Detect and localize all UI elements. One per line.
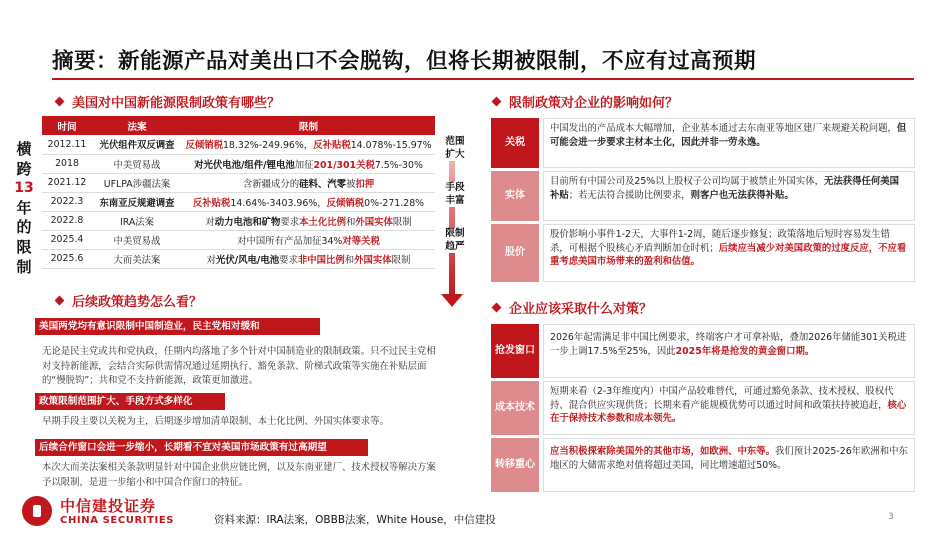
impact-label: 关税 — [491, 118, 539, 168]
text-run: 14.078%-15.97% — [350, 140, 432, 152]
trend-bar-2: 政策限制范围扩大、手段方式多样化 — [35, 393, 225, 410]
side-label-char: 限 — [16, 237, 32, 256]
policy-time: 2021.12 — [42, 173, 92, 192]
side-label-char: 制 — [16, 257, 32, 276]
section-heading-text: 企业应该采取什么对策？ — [509, 302, 653, 317]
text-run: 18.32%-249.96%， — [222, 140, 314, 152]
trend-bar-3: 后续合作窗口会进一步缩小，长期看不宜对美国市场政策有过高期望 — [35, 439, 368, 456]
policy-limit — [182, 192, 435, 211]
section-heading-strategy — [493, 298, 652, 317]
side-label-char: 年 — [16, 198, 32, 217]
side-label-char: 横 — [16, 140, 32, 158]
side-label-char: 跨 — [16, 159, 32, 178]
policy-limit — [182, 249, 435, 268]
section-heading-text: 美国对中国新能源限制政策有哪些？ — [72, 96, 281, 111]
text-run: 无法获得任何美国补贴 — [550, 176, 899, 201]
impact-text — [543, 224, 915, 282]
arrow-label-strict: 限制 趋严 — [441, 228, 469, 253]
trend-text-1: 无论是民主党或共和党执政，任期内均落地了多个针对中国制造业的限制政策。只不过民主党相对支持新能源，会结合实际供需情况通过延期执行、豁免条款、阶梯式政策等实施在补贴层面的“慢脱钩”；共和党不支持新能源，政策更加激进。 — [42, 346, 436, 386]
policy-table-header — [42, 116, 435, 135]
policy-time: 2022.8 — [42, 211, 92, 230]
text-run: 反补贴税 — [313, 140, 351, 152]
text-run: 对等关税 — [342, 235, 380, 247]
text-run: 对中国所有产品加征34% — [237, 235, 343, 247]
text-run: 和 — [344, 254, 355, 266]
text-run: 短期来看（2-3年维度内）中国产品较难替代，可通过豁免条款、技术授权、股权代持、混合供应实现供货；长期来看产能规模优势可以通过时间和政策扶持被追赶， — [550, 386, 894, 411]
text-run: 本土化比例 — [299, 216, 346, 228]
text-run: 2026年起需满足非中国比例要求，终端客户才可拿补贴，叠加2026年储能301关税进一步上调17.5%至25%，因此 — [550, 332, 907, 357]
policy-row — [42, 211, 435, 230]
text-run: 要求 — [279, 254, 298, 266]
trend-text-2: 早期手段主要以关税为主，后期逐步增加清单限制、本土化比例、外国实体要求等。 — [42, 416, 389, 427]
section-heading-policies — [56, 92, 280, 111]
text-run: 应当积极探索除美国外的其他市场，如欧洲、中东等。 — [550, 446, 776, 457]
policy-row — [42, 249, 435, 268]
text-run: 光伏/风电/电池 — [215, 254, 280, 266]
policy-limit — [182, 154, 435, 173]
text-run: 和 — [346, 216, 356, 228]
text-run: 限制 — [391, 254, 411, 266]
impact-label: 实体 — [491, 171, 539, 221]
strategy-text — [543, 438, 915, 492]
header-time: 时间 — [42, 116, 92, 135]
impact-entity — [491, 171, 915, 221]
side-label-char: 的 — [16, 218, 32, 237]
text-run: 要求 — [280, 216, 300, 228]
side-label-13-years — [12, 140, 36, 277]
side-label-char: 13 — [14, 180, 34, 197]
policy-row — [42, 230, 435, 249]
strategy-cost-tech — [491, 381, 915, 435]
policy-table — [42, 116, 435, 269]
text-run: ；若无法符合援助比例要求， — [568, 189, 691, 201]
policy-limit — [182, 135, 435, 154]
strategy-shift — [491, 438, 915, 492]
text-run: 反倾销税 — [326, 197, 365, 209]
text-run: 限制 — [392, 216, 412, 228]
arrow-label-means: 手段 丰富 — [441, 182, 469, 207]
diamond-bullet-icon — [55, 296, 65, 306]
text-run: 201/301关税 — [313, 159, 375, 171]
policy-limit — [182, 211, 435, 230]
strategy-text — [543, 381, 915, 435]
text-run: 核心在于保持技术参数和成本领先。 — [550, 399, 907, 424]
text-run: 被 — [346, 178, 356, 190]
text-run: 含新疆成分的 — [242, 178, 300, 190]
text-run: 后续应当减少对美国政策的过度反应，不应看重考虑美国市场带来的盈利和估值。 — [550, 242, 907, 267]
logo-en-text: CHINA SECURITIES — [60, 515, 175, 526]
policy-time: 2022.3 — [42, 192, 92, 211]
policy-limit — [182, 173, 435, 192]
section-heading-text: 限制政策对企业的影响如何？ — [509, 96, 679, 111]
diamond-bullet-icon — [55, 97, 65, 107]
text-run: 2025年将是抢发的黄金窗口期。 — [675, 345, 815, 357]
arrow-down-icon — [441, 294, 463, 307]
page-number: 3 — [888, 512, 894, 522]
text-run: 反倾销税 — [185, 140, 223, 152]
policy-law: 光伏组件双反调查 — [92, 135, 182, 154]
text-run: 但可能会进一步要求主材本土化，因此并非一劳永逸。 — [550, 123, 907, 148]
policy-row — [42, 154, 435, 173]
text-run: 7.5%-30% — [374, 159, 423, 171]
strategy-text — [543, 324, 915, 378]
text-run: 对 — [206, 254, 216, 266]
text-run: 动力电池和矿物 — [214, 216, 281, 228]
text-run: 外国实体 — [355, 216, 393, 228]
source-note: 资料来源：IRA法案，OBBB法案，White House，中信建投 — [214, 514, 496, 526]
impact-stock — [491, 224, 915, 282]
logo-cn-text: 中信建投证券 — [60, 497, 157, 515]
logo-icon — [22, 496, 52, 526]
impact-text — [543, 171, 915, 221]
section-heading-text: 后续政策趋势怎么看？ — [72, 295, 203, 310]
arrow-shaft — [449, 144, 455, 296]
text-run: 非中国比例 — [297, 254, 345, 266]
text-run: 股价影响小事件1-2天，大事件1-2周，随后逐步修复；政策落地后短时容易发生错杀，可根据个股核心矛盾判断加仓时机； — [550, 229, 891, 254]
diamond-bullet-icon — [492, 303, 502, 313]
header-limit: 限制 — [182, 116, 435, 135]
text-run: 硅料、汽零 — [299, 178, 346, 190]
policy-law: 中美贸易战 — [92, 154, 182, 173]
text-run: 则客户也无法获得补贴。 — [690, 189, 794, 201]
policy-row — [42, 135, 435, 154]
policy-time: 2025.6 — [42, 249, 92, 268]
text-run: 外国实体 — [354, 254, 392, 266]
header-law: 法案 — [92, 116, 182, 135]
text-run: 中国发出的产品成本大幅增加，企业基本通过去东南亚等地区建厂来规避关税问题， — [550, 123, 897, 134]
policy-row — [42, 173, 435, 192]
text-run: 目前所有中国公司及25%以上股权子公司均属于被禁止外国实体， — [550, 176, 824, 187]
policy-law: 东南亚反规避调查 — [92, 192, 182, 211]
section-heading-trends — [56, 291, 202, 310]
impact-label: 股价 — [491, 224, 539, 282]
trend-bar-1: 美国两党均有意识限制中国制造业，民主党相对缓和 — [35, 318, 320, 335]
diamond-bullet-icon — [492, 97, 502, 107]
strategy-label: 成本 技术 — [491, 381, 539, 435]
strategy-window — [491, 324, 915, 378]
text-run: 14.64%-3403.96%， — [230, 197, 327, 209]
text-run: 反补贴税 — [192, 197, 231, 209]
text-run: 扣押 — [355, 178, 375, 190]
policy-limit — [182, 230, 435, 249]
section-heading-impact — [493, 92, 678, 111]
policy-law: UFLPA涉疆法案 — [92, 173, 182, 192]
strategy-label: 转移 重心 — [491, 438, 539, 492]
text-run: 加征 — [294, 159, 314, 171]
text-run: 0%-271.28% — [364, 197, 425, 209]
page-title: 摘要：新能源产品对美出口不会脱钩，但将长期被限制，不应有过高预期 — [52, 49, 757, 74]
policy-law: IRA法案 — [92, 211, 182, 230]
policy-law: 大而美法案 — [92, 249, 182, 268]
arrow-label-scope: 范围 扩大 — [441, 136, 469, 161]
policy-time: 2018 — [42, 154, 92, 173]
strategy-label: 抢发 窗口 — [491, 324, 539, 378]
text-run: 对光伏电池/组件/锂电池 — [194, 159, 295, 171]
policy-row — [42, 192, 435, 211]
impact-text — [543, 118, 915, 168]
trend-text-3: 本次大而美法案相关条款明显针对中国企业供应链比例，以及东南亚建厂、技术授权等解决方案予以限制，是进一步缩小和中国合作窗口的特征。 — [42, 462, 436, 488]
policy-time: 2012.11 — [42, 135, 92, 154]
text-run: 对 — [205, 216, 215, 228]
text-run: 我们预计2025-26年欧洲和中东地区的大储需求绝对值将超过美国，同比增速超过50%。 — [550, 446, 908, 471]
title-divider — [52, 78, 914, 80]
policy-law: 中美贸易战 — [92, 230, 182, 249]
policy-time: 2025.4 — [42, 230, 92, 249]
company-logo — [8, 492, 200, 532]
impact-tariff — [491, 118, 915, 168]
